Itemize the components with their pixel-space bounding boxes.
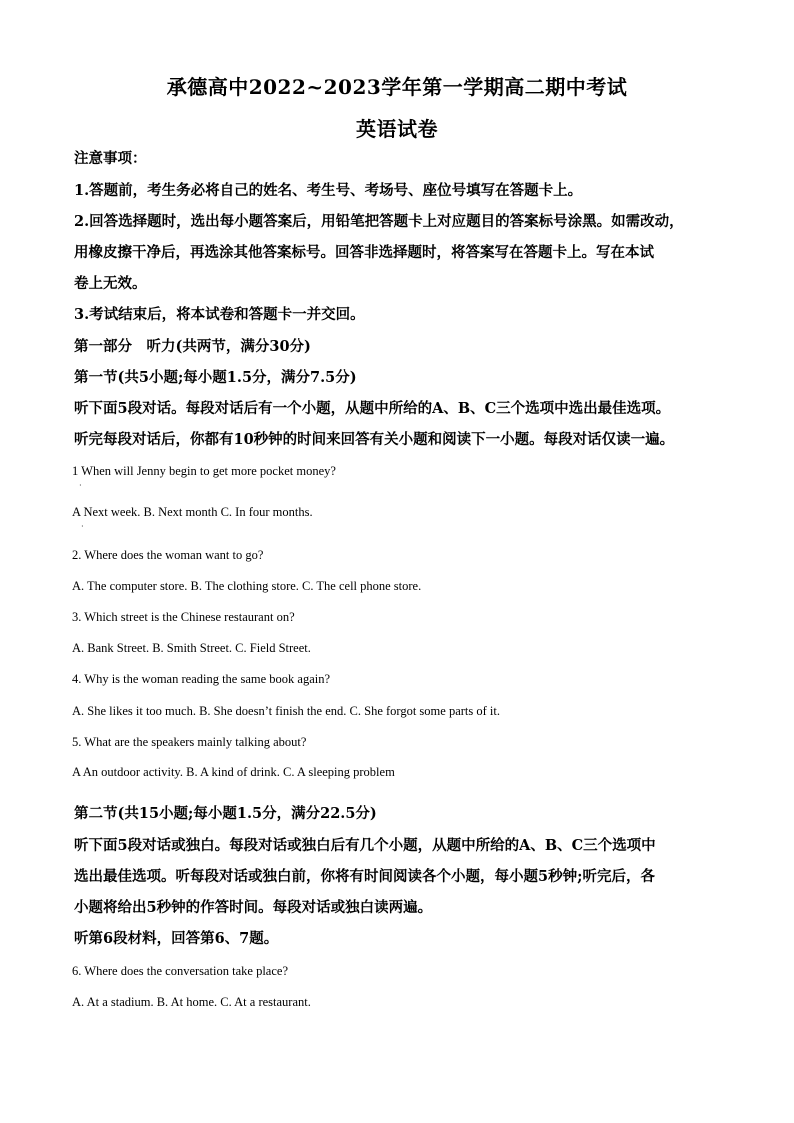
note-item-3: 3.考试结束后，将本试卷和答题卡一并交回。 (74, 306, 365, 323)
exam-title: 承德高中2022~2023学年第一学期高二期中考试 (166, 75, 628, 99)
question-4-options: A. She likes it too much. B. She doesn’t finish the end. C. She forgot some parts of it. (72, 704, 500, 718)
question-3-options: A. Bank Street. B. Smith Street. C. Field Street. (72, 641, 311, 655)
section-2-heading: 第二节(共15小题;每小题1.5分，满分22.5分) (74, 805, 377, 822)
section-1-instructions-line-1: 听下面5段对话。每段对话后有一个小题，从题中所给的A、B、C三个选项中选出最佳选项。 (74, 400, 671, 417)
question-5-options: A An outdoor activity. B. A kind of drink. C. A sleeping problem (72, 765, 395, 779)
section-1-instructions-line-2: 听完每段对话后，你都有10秒钟的时间来回答有关小题和阅读下一小题。每段对话仅读一遍。 (74, 431, 675, 448)
question-3-stem: 3. Which street is the Chinese restaurant on? (72, 610, 295, 624)
note-item-2-line-2: 用橡皮擦干净后，再选涂其他答案标号。回答非选择题时，将答案写在答题卡上。写在本试 (74, 244, 654, 261)
question-2-options: A. The computer store. B. The clothing store. C. The cell phone store. (72, 579, 422, 593)
notes-heading: 注意事项： (74, 150, 147, 167)
exam-subtitle: 英语试卷 (356, 117, 438, 141)
note-item-2-line-1: 2.回答选择题时，选出每小题答案后，用铅笔把答题卡上对应题目的答案标号涂黑。如需改动， (74, 213, 684, 230)
stray-dot: · (81, 522, 84, 531)
note-item-1: 1.答题前，考生务必将自己的姓名、考生号、考场号、座位号填写在答题卡上。 (74, 182, 583, 199)
material-6-heading: 听第6段材料，回答第6、7题。 (74, 930, 279, 947)
question-1-options: A Next week. B. Next month C. In four months. (72, 505, 313, 519)
section-1-heading: 第一节(共5小题;每小题1.5分，满分7.5分) (74, 369, 357, 386)
note-item-2-line-3: 卷上无效。 (74, 275, 147, 292)
question-5-stem: 5. What are the speakers mainly talking about? (72, 735, 307, 749)
stray-dot: · (79, 481, 82, 490)
question-6-stem: 6. Where does the conversation take place? (72, 964, 288, 978)
section-2-instructions-line-3: 小题将给出5秒钟的作答时间。每段对话或独白读两遍。 (74, 899, 433, 916)
question-6-options: A. At a stadium. B. At home. C. At a restaurant. (72, 995, 311, 1009)
section-2-instructions-line-2: 选出最佳选项。听每段对话或独白前，你将有时间阅读各个小题，每小题5秒钟;听完后，各 (74, 868, 655, 885)
section-2-instructions-line-1: 听下面5段对话或独白。每段对话或独白后有几个小题，从题中所给的A、B、C三个选项中 (74, 837, 656, 854)
part-1-heading: 第一部分 听力(共两节，满分30分) (74, 338, 311, 355)
question-2-stem: 2. Where does the woman want to go? (72, 548, 264, 562)
question-4-stem: 4. Why is the woman reading the same book again? (72, 672, 331, 686)
question-1-stem: 1 When will Jenny begin to get more pocket money? (72, 464, 336, 478)
